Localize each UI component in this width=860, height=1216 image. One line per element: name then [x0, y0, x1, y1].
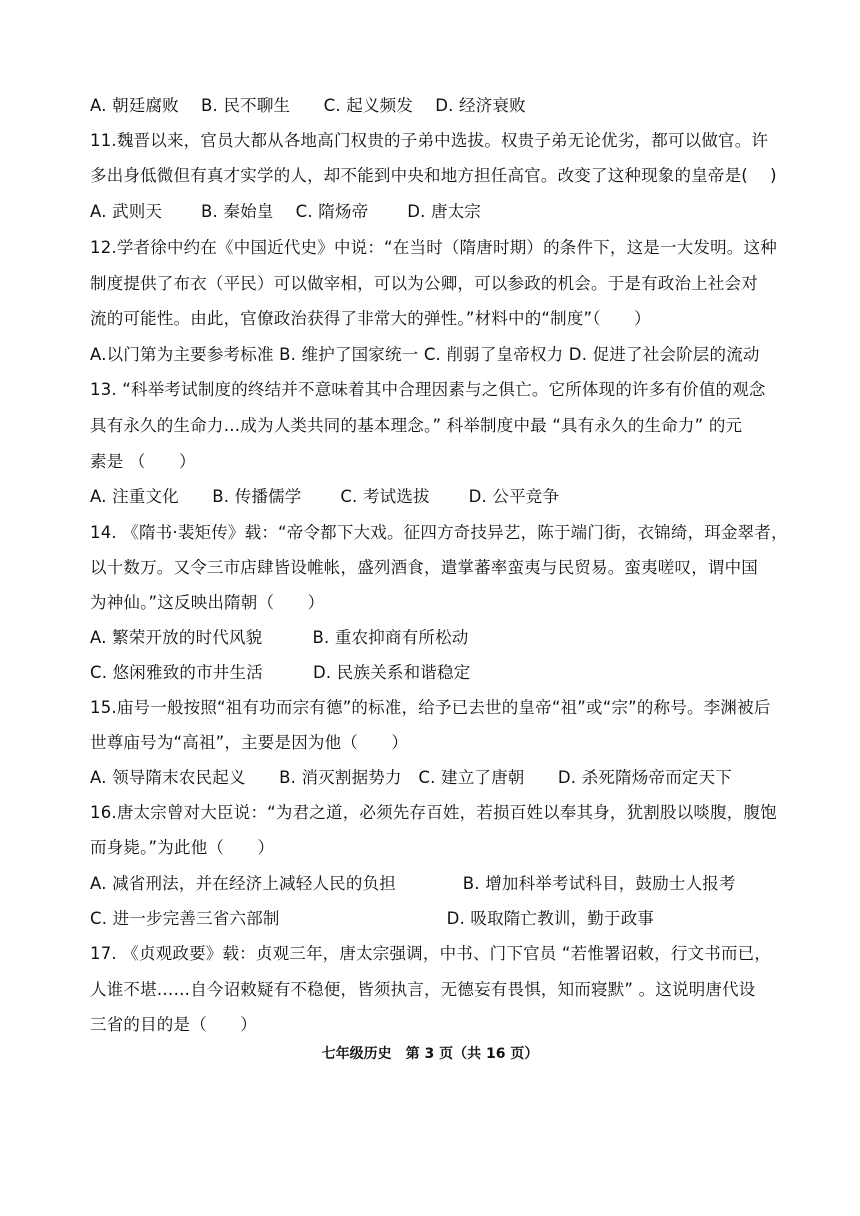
q16-options-row2: C. 进一步完善三省六部制 D. 吸取隋亡教训，勤于政事 — [90, 909, 655, 928]
q11-stem-line2: 多出身低微但有真才实学的人，却不能到中央和地方担任高官。改变了这种现象的皇帝是( ) — [90, 166, 777, 185]
q15-options: A. 领导隋末农民起义 B. 消灭割据势力 C. 建立了唐朝 D. 杀死隋炀帝而定天下 — [90, 768, 733, 787]
q14-options-row1: A. 繁荣开放的时代风貌 B. 重农抑商有所松动 — [90, 628, 469, 647]
q12-options: A.以门第为主要参考标准 B. 维护了国家统一 C. 削弱了皇帝权力 D. 促进了社会阶层的流动 — [90, 345, 760, 364]
q17-stem-line1: 17. 《贞观政要》载：贞观三年，唐太宗强调，中书、门下官员 “若惟署诏敕，行文书而已， — [90, 944, 772, 963]
q11-options: A. 武则天 B. 秦始皇 C. 隋炀帝 D. 唐太宗 — [90, 202, 482, 221]
q17-stem-line2: 人谁不堪……自今诏敕疑有不稳便，皆须执言，无德妄有畏惧，知而寝默” 。这说明唐代设 — [90, 980, 756, 999]
q12-stem-line3: 流的可能性。由此，官僚政治获得了非常大的弹性。”材料中的“制度”（ ） — [90, 309, 651, 328]
q15-stem-line2: 世尊庙号为“高祖”，主要是因为他（ ） — [90, 733, 409, 752]
q13-stem-line2: 具有永久的生命力…成为人类共同的基本理念。” 科举制度中最 “具有永久的生命力” 的元 — [90, 416, 743, 435]
q16-options-row1: A. 减省刑法，并在经济上减轻人民的负担 B. 增加科举考试科目，鼓励士人报考 — [90, 874, 736, 893]
q13-options: A. 注重文化 B. 传播儒学 C. 考试选拔 D. 公平竞争 — [90, 487, 560, 506]
q14-stem-line3: 为神仙。”这反映出隋朝（ ） — [90, 593, 325, 612]
q16-stem-line1: 16.唐太宗曾对大臣说：“为君之道，必须先存百姓，若损百姓以奉其身，犹割股以啖腹，腹饱 — [90, 803, 777, 822]
q11-stem-line1: 11.魏晋以来，官员大都从各地高门权贵的子弟中选拔。权贵子弟无论优劣，都可以做官。许 — [90, 131, 769, 150]
q12-stem-line1: 12.学者徐中约在《中国近代史》中说：“在当时（隋唐时期）的条件下，这是一大发明。这种 — [90, 238, 777, 257]
q14-stem-line1: 14. 《隋书·裴矩传》载：“帝令都下大戏。征四方奇技异艺，陈于端门街，衣锦绮，珥金翠者， — [90, 523, 788, 542]
q17-stem-line3: 三省的目的是（ ） — [90, 1015, 257, 1034]
q10-options: A. 朝廷腐败 B. 民不聊生 C. 起义频发 D. 经济衰败 — [90, 96, 526, 115]
q15-stem-line1: 15.庙号一般按照“祖有功而宗有德”的标准，给予已去世的皇帝“祖”或“宗”的称号。李渊被后 — [90, 698, 771, 717]
q16-stem-line2: 而身毙。”为此他（ ） — [90, 838, 275, 857]
q13-stem-line1: 13. “科举考试制度的终结并不意味着其中合理因素与之俱亡。它所体现的许多有价值的观念 — [90, 380, 766, 399]
page-footer: 七年级历史 第 3 页（共 16 页） — [321, 1046, 539, 1062]
q14-stem-line2: 以十数万。又令三市店肆皆设帷帐，盛列酒食，遣掌蕃率蛮夷与民贸易。蛮夷嗟叹，谓中国 — [90, 558, 758, 577]
q12-stem-line2: 制度提供了布衣（平民）可以做宰相，可以为公卿，可以参政的机会。于是有政治上社会对 — [90, 274, 758, 293]
q14-options-row2: C. 悠闲雅致的市井生活 D. 民族关系和谐稳定 — [90, 663, 471, 682]
q13-stem-line3: 素是 （ ） — [90, 452, 196, 471]
